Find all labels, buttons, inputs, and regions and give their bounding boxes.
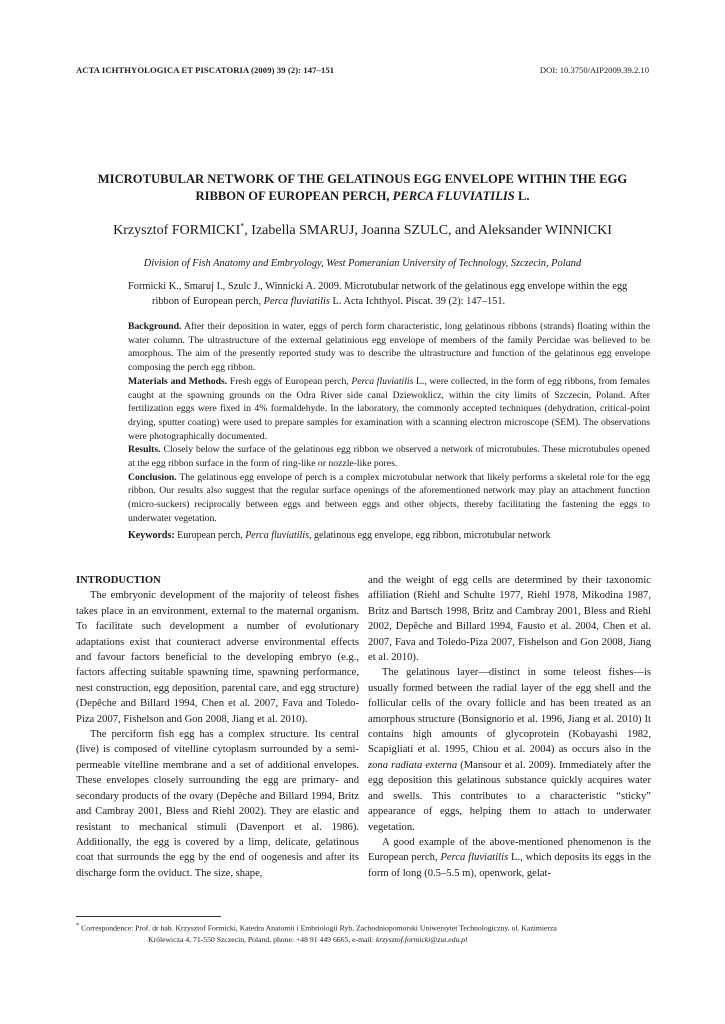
title-species: PERCA FLUVIATILIS — [392, 189, 515, 203]
keywords — [128, 530, 650, 541]
p4-italic: zona radiata externa — [368, 759, 458, 771]
background-label: Background. — [128, 321, 182, 332]
footnote-email[interactable]: krzysztof.formicki@zut.edu.pl — [375, 934, 468, 944]
intro-paragraph-2: The perciform fish egg has a complex structure. Its central (live) is composed of vitelline cytoplasm surrounded by a semi-permeable vitelline membrane and a set of additional envelopes. These envelopes closely surrounding the egg are primary- and secondary products of the ovary (Depêche and Billard 1994, Britz and Cambray 2001, Bless and Riehl 2002). They are elastic and resistant to mechanical stimuli (Davenport et al. 1986). Additionally, the egg is covered by a limp, delicate, gelatinous coat that surrounds the egg by the end of oogenesis and after its discharge form the oviduct. The size, shape, — [76, 729, 359, 879]
footnote-marker: * — [76, 922, 80, 929]
intro-paragraph-3: and the weight of egg cells are determined by their taxonomic affiliation (Riehl and Schulte 1977, Riehl 1978, Mikodina 1987, Britz and Bartsch 1998, Britz and Cambray 2001, Bless and Riehl 2002, Depêche and Billard 1994, Fausto et al. 2004, Chen et al. 2007, Fava and Toledo-Piza 2007, Fishelson and Gon 2008, Jiang et al. 2010). — [368, 575, 651, 664]
footnote-address: Królewicza 4, 71-550 Szczecin, Poland, phone: +48 91 449 6665, e-mail: — [148, 934, 376, 944]
p5-text-b: L., which deposits its eggs in the form of long (0.5–5.5 m), openwork, gelat- — [368, 852, 652, 879]
doi-header: DOI: 10.3750/AIP2009.39.2.10 — [539, 65, 649, 75]
corresponding-marker: * — [240, 221, 245, 231]
other-authors: , Izabella SMARUJ, Joanna SZULC, and Aleksander WINNICKI — [244, 223, 612, 238]
intro-paragraph-4 — [368, 665, 651, 834]
column-left — [76, 573, 359, 881]
background-text: After their deposition in water, eggs of perch form characteristic, long gelatinous ribbons (strands) floating within the water column. The ultrastructure of the external gelatinious egg envelope of members of the family Percidae was believed to be amorphous. The aim of the presently reported study was to describe the ultrastructure and function of the gelatinous egg envelope composing the perch egg ribbon. — [128, 321, 650, 374]
conclusion-label: Conclusion. — [128, 471, 177, 483]
methods-label: Materials and Methods. — [128, 375, 228, 387]
methods-text-a: Fresh eggs of European perch, — [227, 375, 352, 387]
p5-text-a: A good example of the above-mentioned phenomenon is the European perch, — [368, 836, 651, 864]
results-text: Closely below the surface of the gelatinous egg ribbon we observed a network of microtubules. These microtubules opened at the egg ribbon surface in the form of ring-like or nozzle-like pores. — [128, 444, 650, 470]
footnote — [76, 920, 649, 945]
abstract-conclusion — [128, 471, 650, 526]
p4-text-b: (Mansour et al. 2009). Immediately after the egg deposition this gelatinous substance quickly acquires water and swells. This contributes to a characteristic “sticky” appearance of eggs, helping them to attach to underwater vegetation. — [368, 759, 651, 833]
column-right — [368, 573, 651, 881]
methods-text-b: L., were collected, in the form of egg ribbons, from females caught at the spawning grounds on the Odra River side canal Dziewoklicz, within the city limits of Szczecin, Poland. After fertilization eggs were fixed in 4% formaldehyde. In the laboratory, the commonly accepted techniques (dehydration, critical-point drying, sputter coating) were used to prepare samples for examination with a scanning electron microscope (SEM). The observations were photographically documented. — [128, 375, 650, 442]
citation-species: Perca fluviatilis — [263, 295, 330, 307]
citation-text-a: Formicki K., Smaruj I., Szulc J., Winnicki A. 2009. Microtubular network of the gelatinous egg envelope within the egg ribbon of European perch, — [128, 281, 628, 307]
keywords-label: Keywords: — [128, 530, 175, 541]
p5-species: Perca fluviatilis — [440, 852, 509, 864]
intro-paragraph-1: The embryonic development of the majority of teleost fishes takes place in an environment, external to the maternal organism. To facilitate such development a number of evolutionary adaptations exist that counteract adverse environmental effects and favour factors beneficial to the developing embryo (e.g., factors affecting suitable spawning time, spawning performance, nest construction, egg deposition, parental care, and egg structure) (Depêche and Billard 1994, Chen et al. 2007, Fava and Toledo-Piza 2007, Fishelson and Gon 2008, Jiang et al. 2010). — [76, 590, 359, 725]
paper-title — [60, 171, 665, 205]
keywords-text-a: European perch, — [174, 530, 246, 541]
abstract-background — [128, 320, 650, 375]
abstract-results — [128, 443, 650, 470]
citation-text-b: L. Acta Ichthyol. Piscat. 39 (2): 147–151. — [329, 295, 506, 307]
intro-paragraph-5 — [368, 835, 651, 881]
first-author: Krzysztof FORMICKI — [113, 223, 241, 238]
keywords-species: Perca fluviatilis — [245, 530, 309, 541]
title-line-2a: RIBBON OF EUROPEAN PERCH, — [195, 189, 393, 203]
methods-species: Perca fluviatilis — [351, 375, 414, 387]
title-line-2b: L. — [514, 189, 530, 203]
footnote-line-1: Correspondence: Prof. dr hab. Krzysztof Formicki, Katedra Anatomii i Embriologii Ryb, Zachodniopomorski Uniwersytet Technologiczny, ul. Kazimierza — [79, 923, 557, 933]
affiliation: Division of Fish Anatomy and Embryology, West Pomeranian University of Technology, Szczecin, Poland — [143, 258, 582, 269]
conclusion-text: The gelatinous egg envelope of perch is a complex microtubular network that likely performs a skeletal role for the egg ribbon. Our results also suggest that the regular surface openings of the aforementioned network may play an attachment function (micro-suckers) reciprocally between eggs and between eggs and other objects, thereby facilitating the fastening the eggs to underwater vegetation. — [128, 471, 650, 524]
abstract — [128, 320, 650, 526]
abstract-methods — [128, 375, 650, 444]
author-list — [60, 223, 665, 239]
journal-header: ACTA ICHTHYOLOGICA ET PISCATORIA (2009) 39 (2): 147–151 — [76, 65, 335, 75]
footnote-line-2 — [76, 934, 649, 945]
section-heading-introduction: INTRODUCTION — [76, 575, 161, 586]
p4-text-a: The gelatinous layer—distinct in some teleost fishes—is usually formed between the radial layer of the egg shell and the follicular cells of the ovary follicle and has been treated as an amorphous structure (Bonsignorio et al. 1996, Jiang et al. 2010) It contains high amounts of glycoprotein (Kobayashi 1982, Scapigliati et al. 1995, Chiou et al. 2004) as occurs also in the — [368, 667, 651, 756]
footnote-rule — [76, 916, 221, 917]
results-label: Results. — [128, 444, 161, 456]
title-line-1: MICROTUBULAR NETWORK OF THE GELATINOUS EGG ENVELOPE WITHIN THE EGG — [97, 172, 628, 186]
citation — [128, 280, 650, 309]
keywords-text-b: , gelatinous egg envelope, egg ribbon, microtubular network — [309, 530, 551, 541]
